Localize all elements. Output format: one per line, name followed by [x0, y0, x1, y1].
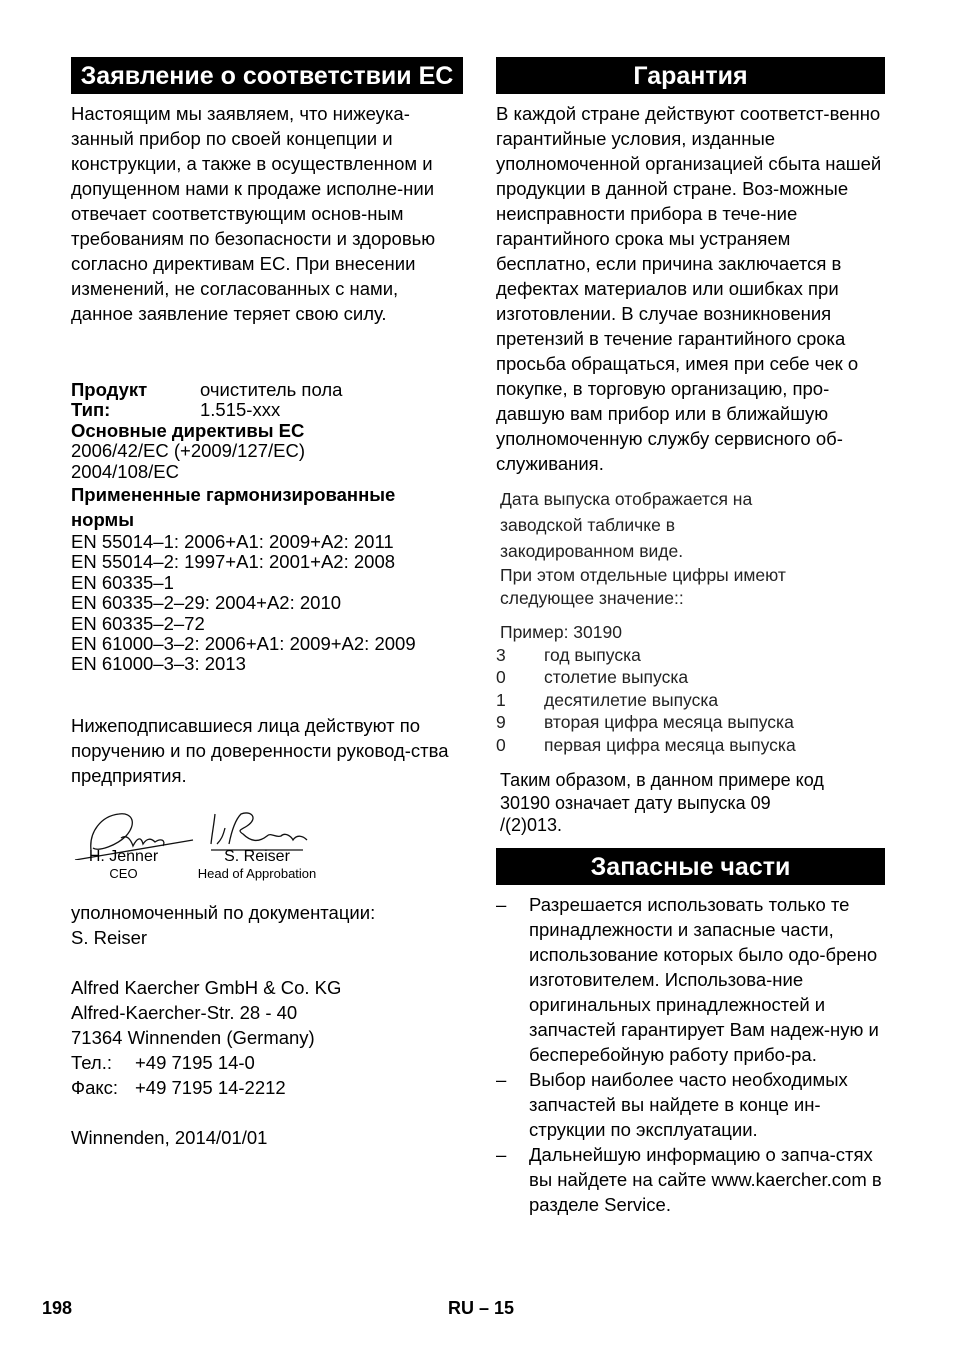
example-meaning: год выпуска	[544, 644, 641, 665]
directive-item: 2004/108/EC	[71, 460, 180, 482]
norm-item: EN 60335–2–29: 2004+A2: 2010	[71, 592, 342, 614]
example-digit: 1	[496, 689, 506, 710]
fax-value: +49 7195 14-2212	[135, 1076, 286, 1098]
type-label: Тип:	[71, 399, 111, 421]
warranty-text: В каждой стране действуют соответст-венно гарантийные условия, изданные уполномоченной организацией сбыта нашей продукции в данной стране. Воз-можные неисправности прибора в тече-ние гарантийного срока мы устраняем бесплатно, если причина заключается в дефектах материалов или ошибках при изготовлении. В случае возникновения претензий в течение гарантийного срока просьба обращаться, имея при себе чек о покупке, в торговую организацию, про-давшую вам прибор или в ближайшую уполномоченную службу сервисного об-служивания.	[496, 103, 882, 474]
fax-row	[71, 1075, 463, 1100]
norm-item: EN 61000–3–2: 2006+A1: 2009+A2: 2009	[71, 633, 416, 655]
example-row	[496, 666, 885, 689]
example-digit: 3	[496, 644, 506, 665]
example-row	[496, 644, 885, 667]
phone-label: Тел.:	[71, 1051, 113, 1073]
spare-parts-list	[496, 892, 885, 1217]
dash-bullet: –	[496, 1143, 507, 1165]
company-address	[71, 975, 463, 1100]
signature-name: H. Jenner	[88, 847, 159, 865]
signature-jenner	[71, 847, 176, 882]
digits-intro: При этом отдельные цифры имеют следующее значение::	[500, 565, 786, 608]
spare-parts-title: Запасные части	[496, 848, 885, 885]
norm-item: EN 55014–2: 1997+A1: 2001+A2: 2008	[71, 551, 396, 573]
warranty-column	[496, 57, 885, 1217]
list-item-text: Выбор наиболее часто необходимых запчастей вы найдете в конце ин-струкции по эксплуатации.	[529, 1068, 848, 1140]
norms-heading: Примененные гармонизированные нормы	[71, 484, 396, 531]
declaration-text: Настоящим мы заявляем, что нижеука-занный прибор по своей концепции и конструкции, а также в осуществленном и допущенном нами к продаже исполне-нии отвечает соответствующим основ-ным требованиям по безопасности и здоровью согласно директивам ЕС. При внесении изменений, не согласованных с нами, данное заявление теряет свою силу.	[71, 103, 436, 324]
product-row	[71, 380, 463, 400]
example-digit: 0	[496, 734, 506, 755]
example-meaning: десятилетие выпуска	[544, 689, 719, 710]
signatures	[71, 810, 463, 890]
date-code-info	[496, 486, 885, 837]
example-meaning: вторая цифра месяца выпуска	[544, 712, 794, 732]
example-label: Пример: 30190	[500, 622, 622, 642]
declaration-column	[71, 57, 463, 1150]
list-item	[496, 892, 885, 1067]
signature-name: S. Reiser	[224, 847, 290, 865]
norm-item: EN 55014–1: 2006+A1: 2009+A2: 2011	[71, 531, 394, 553]
directives-heading: Основные директивы ЕС	[71, 419, 305, 441]
example-row	[496, 689, 885, 712]
norm-item: EN 60335–2–72	[71, 612, 205, 634]
address-line: Alfred Kaercher GmbH & Co. KG	[71, 976, 342, 998]
date-intro: Дата выпуска отображается на заводской табличке в закодированном виде.	[500, 489, 753, 561]
dash-bullet: –	[496, 1068, 507, 1090]
authorized-name: S. Reiser	[71, 926, 148, 948]
signature-role: Head of Approbation	[197, 865, 317, 881]
place-date: Winnenden, 2014/01/01	[71, 1126, 268, 1148]
dash-bullet: –	[496, 893, 507, 915]
product-spec	[71, 380, 463, 675]
date-conclusion: Таким образом, в данном примере код 30190 означает дату выпуска 09 /(2)013.	[500, 770, 824, 835]
list-item-text: Разрешается использовать только те принадлежности и запасные части, использование которых было одо-брено изготовителем. Использова-ние оригинальных принадлежностей и запчастей гарантирует Вам надеж-ную и бесперебойную работу прибо-ра.	[529, 893, 879, 1065]
product-value: очиститель пола	[200, 379, 343, 400]
phone-value: +49 7195 14-0	[135, 1051, 255, 1073]
norm-item: EN 61000–3–3: 2013	[71, 653, 246, 675]
type-value: 1.515-xxx	[200, 399, 281, 421]
signatories-text: Нижеподписавшиеся лица действуют по поручению и по доверенности руковод-ства предприятия.	[71, 714, 449, 786]
example-row	[496, 734, 885, 757]
list-item	[496, 1067, 885, 1142]
example-digit: 0	[496, 667, 506, 687]
address-line: 71364 Winnenden (Germany)	[71, 1026, 315, 1048]
type-row	[71, 400, 463, 420]
list-item	[496, 1142, 885, 1217]
address-line: Alfred-Kaercher-Str. 28 - 40	[71, 1001, 298, 1023]
example-meaning: первая цифра месяца выпуска	[544, 734, 796, 755]
list-item-text: Дальнейшую информацию о запча-стях вы найдете на сайте www.kaercher.com в разделе Service.	[529, 1143, 882, 1215]
phone-row	[71, 1050, 463, 1075]
example-meaning: столетие выпуска	[544, 667, 689, 687]
page-number: 198	[42, 1298, 73, 1318]
declaration-title: Заявление о соответствии ЕС	[71, 57, 463, 94]
signature-reiser	[189, 847, 325, 882]
directive-item: 2006/42/EC (+2009/127/EC)	[71, 440, 305, 462]
authorized-label: уполномоченный по документации:	[71, 901, 376, 923]
example-digit: 9	[496, 712, 506, 732]
fax-label: Факс:	[71, 1076, 119, 1098]
norm-item: EN 60335–1	[71, 571, 174, 593]
warranty-title: Гарантия	[496, 57, 885, 94]
page-label: RU – 15	[448, 1298, 515, 1318]
signature-role: CEO	[109, 865, 138, 881]
example-row	[496, 711, 885, 734]
product-label: Продукт	[71, 379, 148, 400]
